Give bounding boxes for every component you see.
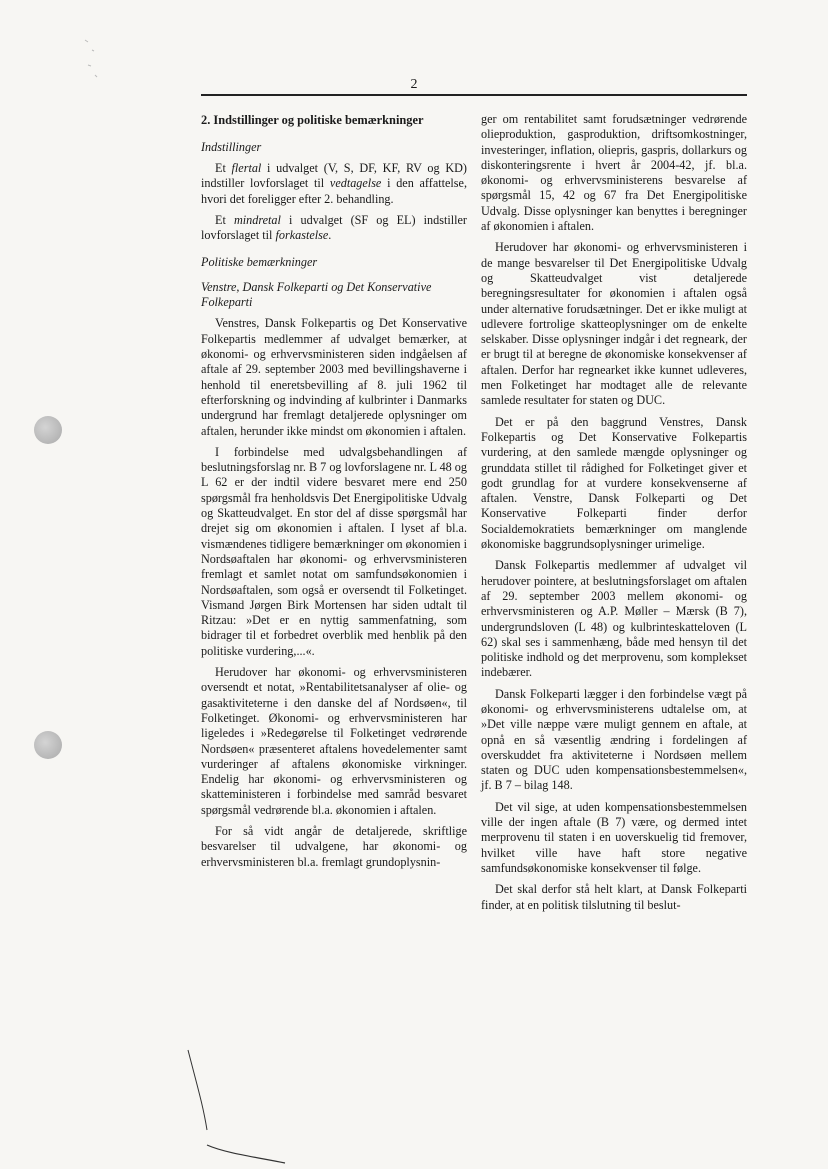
scan-mark bbox=[185, 1045, 295, 1165]
paragraph: Det er på den baggrund Venstres, Dansk Folkepartis og Det Konservative Folkepartis vurdering, at den samlede mængde oplysninger og grunddata stillet til rådighed for Folketinget giver et godt grundlag for at vurdere konsekvenserne af aftalen. Venstre, Dansk Folkeparti og Det Konservative Folkeparti finder derfor Socialdemokratiets bemærkninger om manglende økonomiske baggrundsoplysninger urimelige. bbox=[481, 414, 747, 552]
paragraph: Herudover har økonomi- og erhvervsministeren i de mange besvarelser til Det Energipolitiske Udvalg og Skatteudvalget vist detaljerede beregningsresultater for økonomien i aftalen også under alternative forudsætninger. Det er ikke muligt at udlevere fortrolige skatteoplysninger om de enkelte selskaber. Disse oplysninger indgår i det regneark, der er brugt til at beregne de økonomiske konsekvenser af aftalen. Derfor har regnearket ikke kunnet udleveres, men Folketinget har modtaget alle de relevante samlede resultater for staten og DUC. bbox=[481, 240, 747, 408]
punch-hole bbox=[34, 416, 62, 444]
paragraph-mindretal: Et mindretal i udvalget (SF og EL) indstiller lovforslaget til forkastelse. bbox=[201, 212, 467, 243]
paragraph: Det skal derfor stå helt klart, at Dansk Folkeparti finder, at en politisk tilslutning til beslut- bbox=[481, 882, 747, 912]
paragraph: Dansk Folkeparti lægger i den forbindelse vægt på økonomi- og erhvervsministerens udtalelse om, at »Det ville næppe være muligt gennem en aftale, at opnå en så væsentlig ændring i fordelingen af overskuddet fra aktiviteterne i Nordsøen mellem staten og DUC uden kompensationsbestemmelsen«, jf. B 7 – bilag 148. bbox=[481, 686, 747, 793]
paragraph: I forbindelse med udvalgsbehandlingen af beslutningsforslag nr. B 7 og lovforslagene nr. L 48 og L 62 er der indtil videre besvaret mere end 250 spørgsmål fra henholdsvis Det Energipolitiske Udvalg og Skatteudvalget. En stor del af disse spørgsmål har drejet sig om økonomien i aftalen. I lyset af bl.a. vismændenes tidligere bemærkninger om økonomien i Nordsøaftalen har økonomi- og erhvervsministeren fremlagt et samlet notat om samfundsøkonomien i Nordsøaftalen, som også er oversendt til Folketinget. Vismand Jørgen Birk Mortensen har siden udtalt til Ritzau: »Det er en nyttig sammenfatning, som bidrager til et forbedret overblik med henblik på den politiske vurdering,...«. bbox=[201, 444, 467, 658]
section-heading: 2. Indstillinger og politiske bemærkninger bbox=[201, 113, 424, 127]
punch-hole bbox=[34, 731, 62, 759]
header-rule bbox=[201, 94, 747, 96]
right-column bbox=[481, 112, 747, 919]
subheading-indstillinger: Indstillinger bbox=[201, 140, 262, 154]
paragraph: Det vil sige, at uden kompensationsbestemmelsen ville der ingen aftale (B 7) være, og dermed intet merprovenu til staten i en uoverskuelig tid fremover, hvilket ville have haft store negative samfundsøkonomiske konsekvenser til følge. bbox=[481, 799, 747, 875]
left-column bbox=[201, 112, 467, 876]
paragraph: ger om rentabilitet samt forudsætninger vedrørende olieproduktion, gasproduktion, driftsomkostninger, investeringer, inflation, oliepris, gaspris, dollarkurs og diskonteringsrente i hvert år 2004-42, jf. bl.a. økonomi- og erhvervsministerens besvarelse af spørgsmål 15, 42 og 67 fra Det Energipolitiske Udvalg. Disse oplysninger kan benyttes i beregninger af økonomien i aftalen. bbox=[481, 112, 747, 234]
page-number: 2 bbox=[410, 77, 418, 92]
subheading-parties: Venstre, Dansk Folkeparti og Det Konservative Folkeparti bbox=[201, 280, 432, 310]
paragraph: Herudover har økonomi- og erhvervsministeren oversendt et notat, »Rentabilitetsanalyser af olie- og gasaktiviteterne i den danske del af Nordsøen«, til Folketinget. Økonomi- og erhvervsministeren har ligeledes i »Redegørelse til Folketinget vedrørende Nordsøen« præsenteret aftalens hovedelementer samt vurderinger af aftalens økonomiske virkninger. Endelig har økonomi- og erhvervsministeren og skatteministeren i forbindelse med samråd besvaret spørgsmål vedrørende bl.a. økonomien i aftalen. bbox=[201, 665, 467, 817]
paragraph: Venstres, Dansk Folkepartis og Det Konservative Folkepartis medlemmer af udvalget bemærker, at økonomi- og erhvervsministeren siden indgåelsen af aftale af 29. september 2003 med bevillingshaverne i henhold til eneretsbevilling af 8. juli 1962 til efterforskning og indvinding af kulbrinter i Danmarks undergrund har fremlagt detaljerede oplysninger om aftalen, herunder ikke mindst om økonomien i aftalen. bbox=[201, 316, 467, 438]
paragraph-flertal: Et flertal i udvalget (V, S, DF, KF, RV og KD) indstiller lovforslaget til vedtagelse i den affattelse, hvori det foreligger efter 2. behandling. bbox=[201, 161, 468, 206]
paragraph: Dansk Folkepartis medlemmer af udvalget vil herudover pointere, at beslutningsforslaget om aftalen af 29. september 2003 mellem økonomi- og erhvervsministeren og A.P. Møller – Mærsk (B 7), undergrundsloven (L 48) og kulbrinteskatteloven (L 62) skal ses i sammenhæng, både med hensyn til det politiske indhold og det merprovenu, som komplekset indebærer. bbox=[481, 558, 747, 680]
subheading-politiske: Politiske bemærkninger bbox=[201, 255, 318, 270]
paragraph: For så vidt angår de detaljerede, skriftlige besvarelser til udvalgene, har økonomi- og erhvervsministeren bl.a. fremlagt grundoplysnin- bbox=[201, 823, 467, 869]
